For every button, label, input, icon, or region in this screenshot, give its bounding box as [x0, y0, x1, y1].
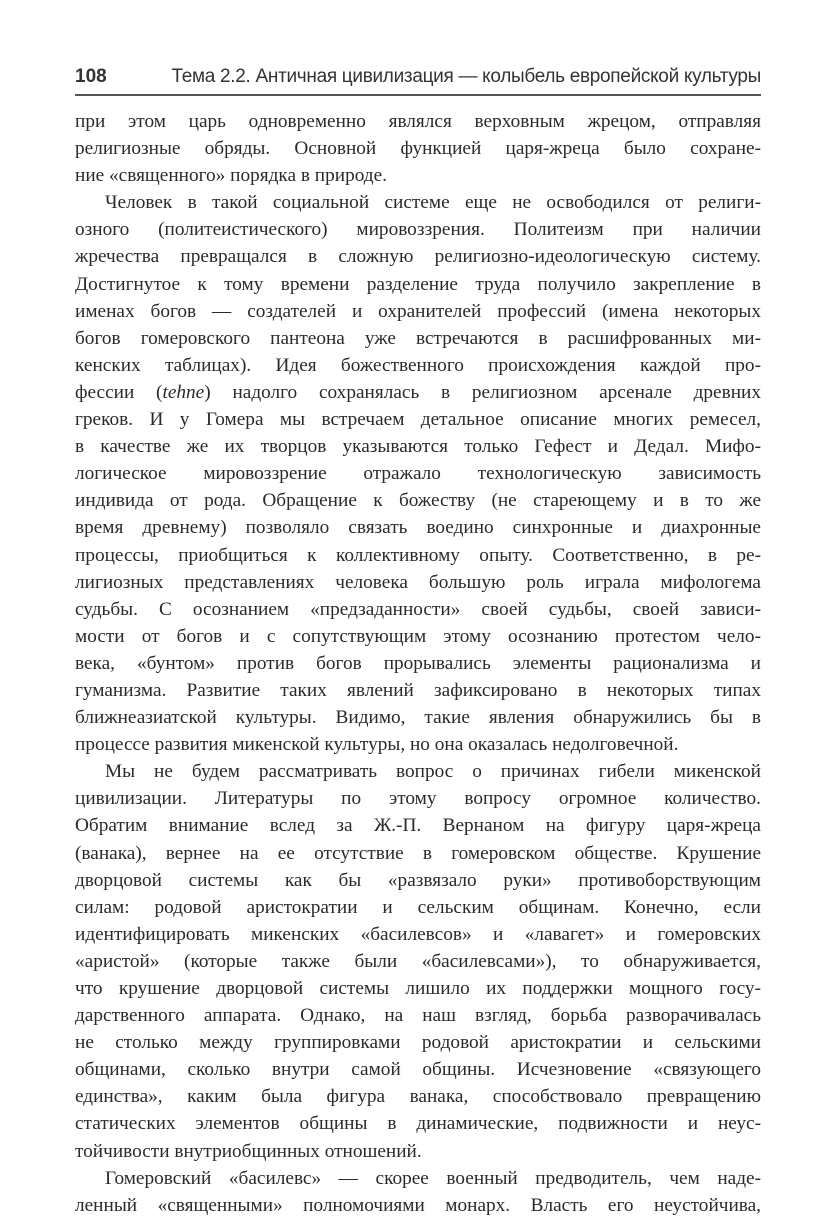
text-line: при этом царь одновременно являлся верховным жрецом, отправляя	[75, 111, 761, 132]
text-line: ближнеазиатской культуры. Видимо, такие явления обнаружились бы в	[75, 707, 761, 729]
text-line: единства», каким была фигура ванака, способствовало превращению	[75, 1086, 761, 1108]
text-line: Обратим внимание вслед за Ж.-П. Вернаном на фигуру царя-жреца	[75, 815, 761, 837]
text-line: логическое мировоззрение отражало технологическую зависимость	[75, 463, 761, 485]
text-line: силам: родовой аристократии и сельским общинам. Конечно, если	[75, 896, 761, 918]
running-title: Тема 2.2. Античная цивилизация — колыбель европейской культуры	[171, 66, 761, 87]
text-line: религиозные обряды. Основной функцией царя-жреца было сохране-	[75, 138, 761, 160]
text-line: дворцовой системы как бы «развязало руки» противоборствующим	[75, 869, 761, 891]
text-line: века, «бунтом» против богов прорывались элементы рационализма и	[75, 652, 761, 674]
text-line: гуманизма. Развитие таких явлений зафиксировано в некоторых типах	[75, 679, 761, 701]
text-line: именах богов — создателей и охранителей профессий (имена некоторых	[75, 300, 761, 322]
text-line: время древнему) позволяло связать воедино синхронные и диахронные	[75, 517, 761, 539]
text-line: тойчивости внутриобщинных отношений.	[75, 1140, 422, 1162]
text-line: процессе развития микенской культуры, но она оказалась недолговечной.	[75, 734, 679, 756]
text-line: Человек в такой социальной системе еще не освободился от религи-	[105, 192, 761, 214]
page-number: 108	[75, 66, 107, 87]
text-line: в качестве же их творцов указываются только Гефест и Дедал. Мифо-	[75, 436, 761, 458]
text-line: процессы, приобщиться к коллективному опыту. Соответственно, в ре-	[75, 544, 761, 566]
text-line	[75, 379, 761, 406]
text-line: Мы не будем рассматривать вопрос о причинах гибели микенской	[105, 761, 761, 783]
text-line: Достигнутое к тому времени разделение труда получило закрепление в	[75, 273, 761, 295]
text-line: идентифицировать микенских «басилевсов» и «лавагет» и гомеровских	[75, 923, 761, 945]
paragraph	[75, 1165, 761, 1219]
text-line: не столько между группировками родовой аристократии и сельскими	[75, 1032, 761, 1054]
text-line: цивилизации. Литературы по этому вопросу огромное количество.	[75, 788, 761, 810]
text-line: греков. И у Гомера мы встречаем детальное описание многих ремесел,	[75, 409, 761, 431]
text-line: дарственного аппарата. Однако, на наш взгляд, борьба разворачивалась	[75, 1005, 761, 1027]
text-segment: фессии (	[75, 381, 163, 403]
text-line: жречества превращался в сложную религиозно-идеологическую систему.	[75, 246, 761, 268]
paragraph	[75, 189, 761, 758]
text-line: индивида от рода. Обращение к божеству (не стареющему и в то же	[75, 490, 761, 512]
text-line: Гомеровский «басилевс» — скорее военный предводитель, чем наде-	[105, 1167, 761, 1189]
text-segment: ) надолго сохранялась в религиозном арсенале древних	[204, 381, 761, 403]
text-line: озного (политеистического) мировоззрения. Политеизм при наличии	[75, 219, 761, 241]
running-header	[75, 64, 761, 96]
body-text	[75, 108, 761, 1219]
paragraph	[75, 758, 761, 1164]
italic-term: tehne	[162, 381, 205, 403]
text-line: ленный «священными» полномочиями монарх. Власть его неустойчива,	[75, 1194, 761, 1216]
paragraph	[75, 108, 761, 189]
text-line: «аристой» (которые также были «басилевсами»), то обнаруживается,	[75, 950, 761, 972]
text-line: кенских таблицах). Идея божественного происхождения каждой про-	[75, 354, 761, 376]
text-line: ние «священного» порядка в природе.	[75, 165, 387, 187]
text-line: статических элементов общины в динамические, подвижности и неус-	[75, 1113, 761, 1135]
text-line: (ванака), вернее на ее отсутствие в гомеровском обществе. Крушение	[75, 842, 761, 864]
text-line: богов гомеровского пантеона уже встречаются в расшифрованных ми-	[75, 327, 761, 349]
text-line: что крушение дворцовой системы лишило их поддержки мощного госу-	[75, 978, 761, 999]
text-line: мости от богов и с сопутствующим этому осознанию протестом чело-	[75, 625, 761, 647]
text-line: лигиозных представлениях человека большую роль играла мифологема	[75, 571, 761, 593]
text-line: общинами, сколько внутри самой общины. Исчезновение «связующего	[75, 1059, 761, 1081]
text-line: судьбы. С осознанием «предзаданности» своей судьбы, своей зависи-	[75, 598, 761, 620]
